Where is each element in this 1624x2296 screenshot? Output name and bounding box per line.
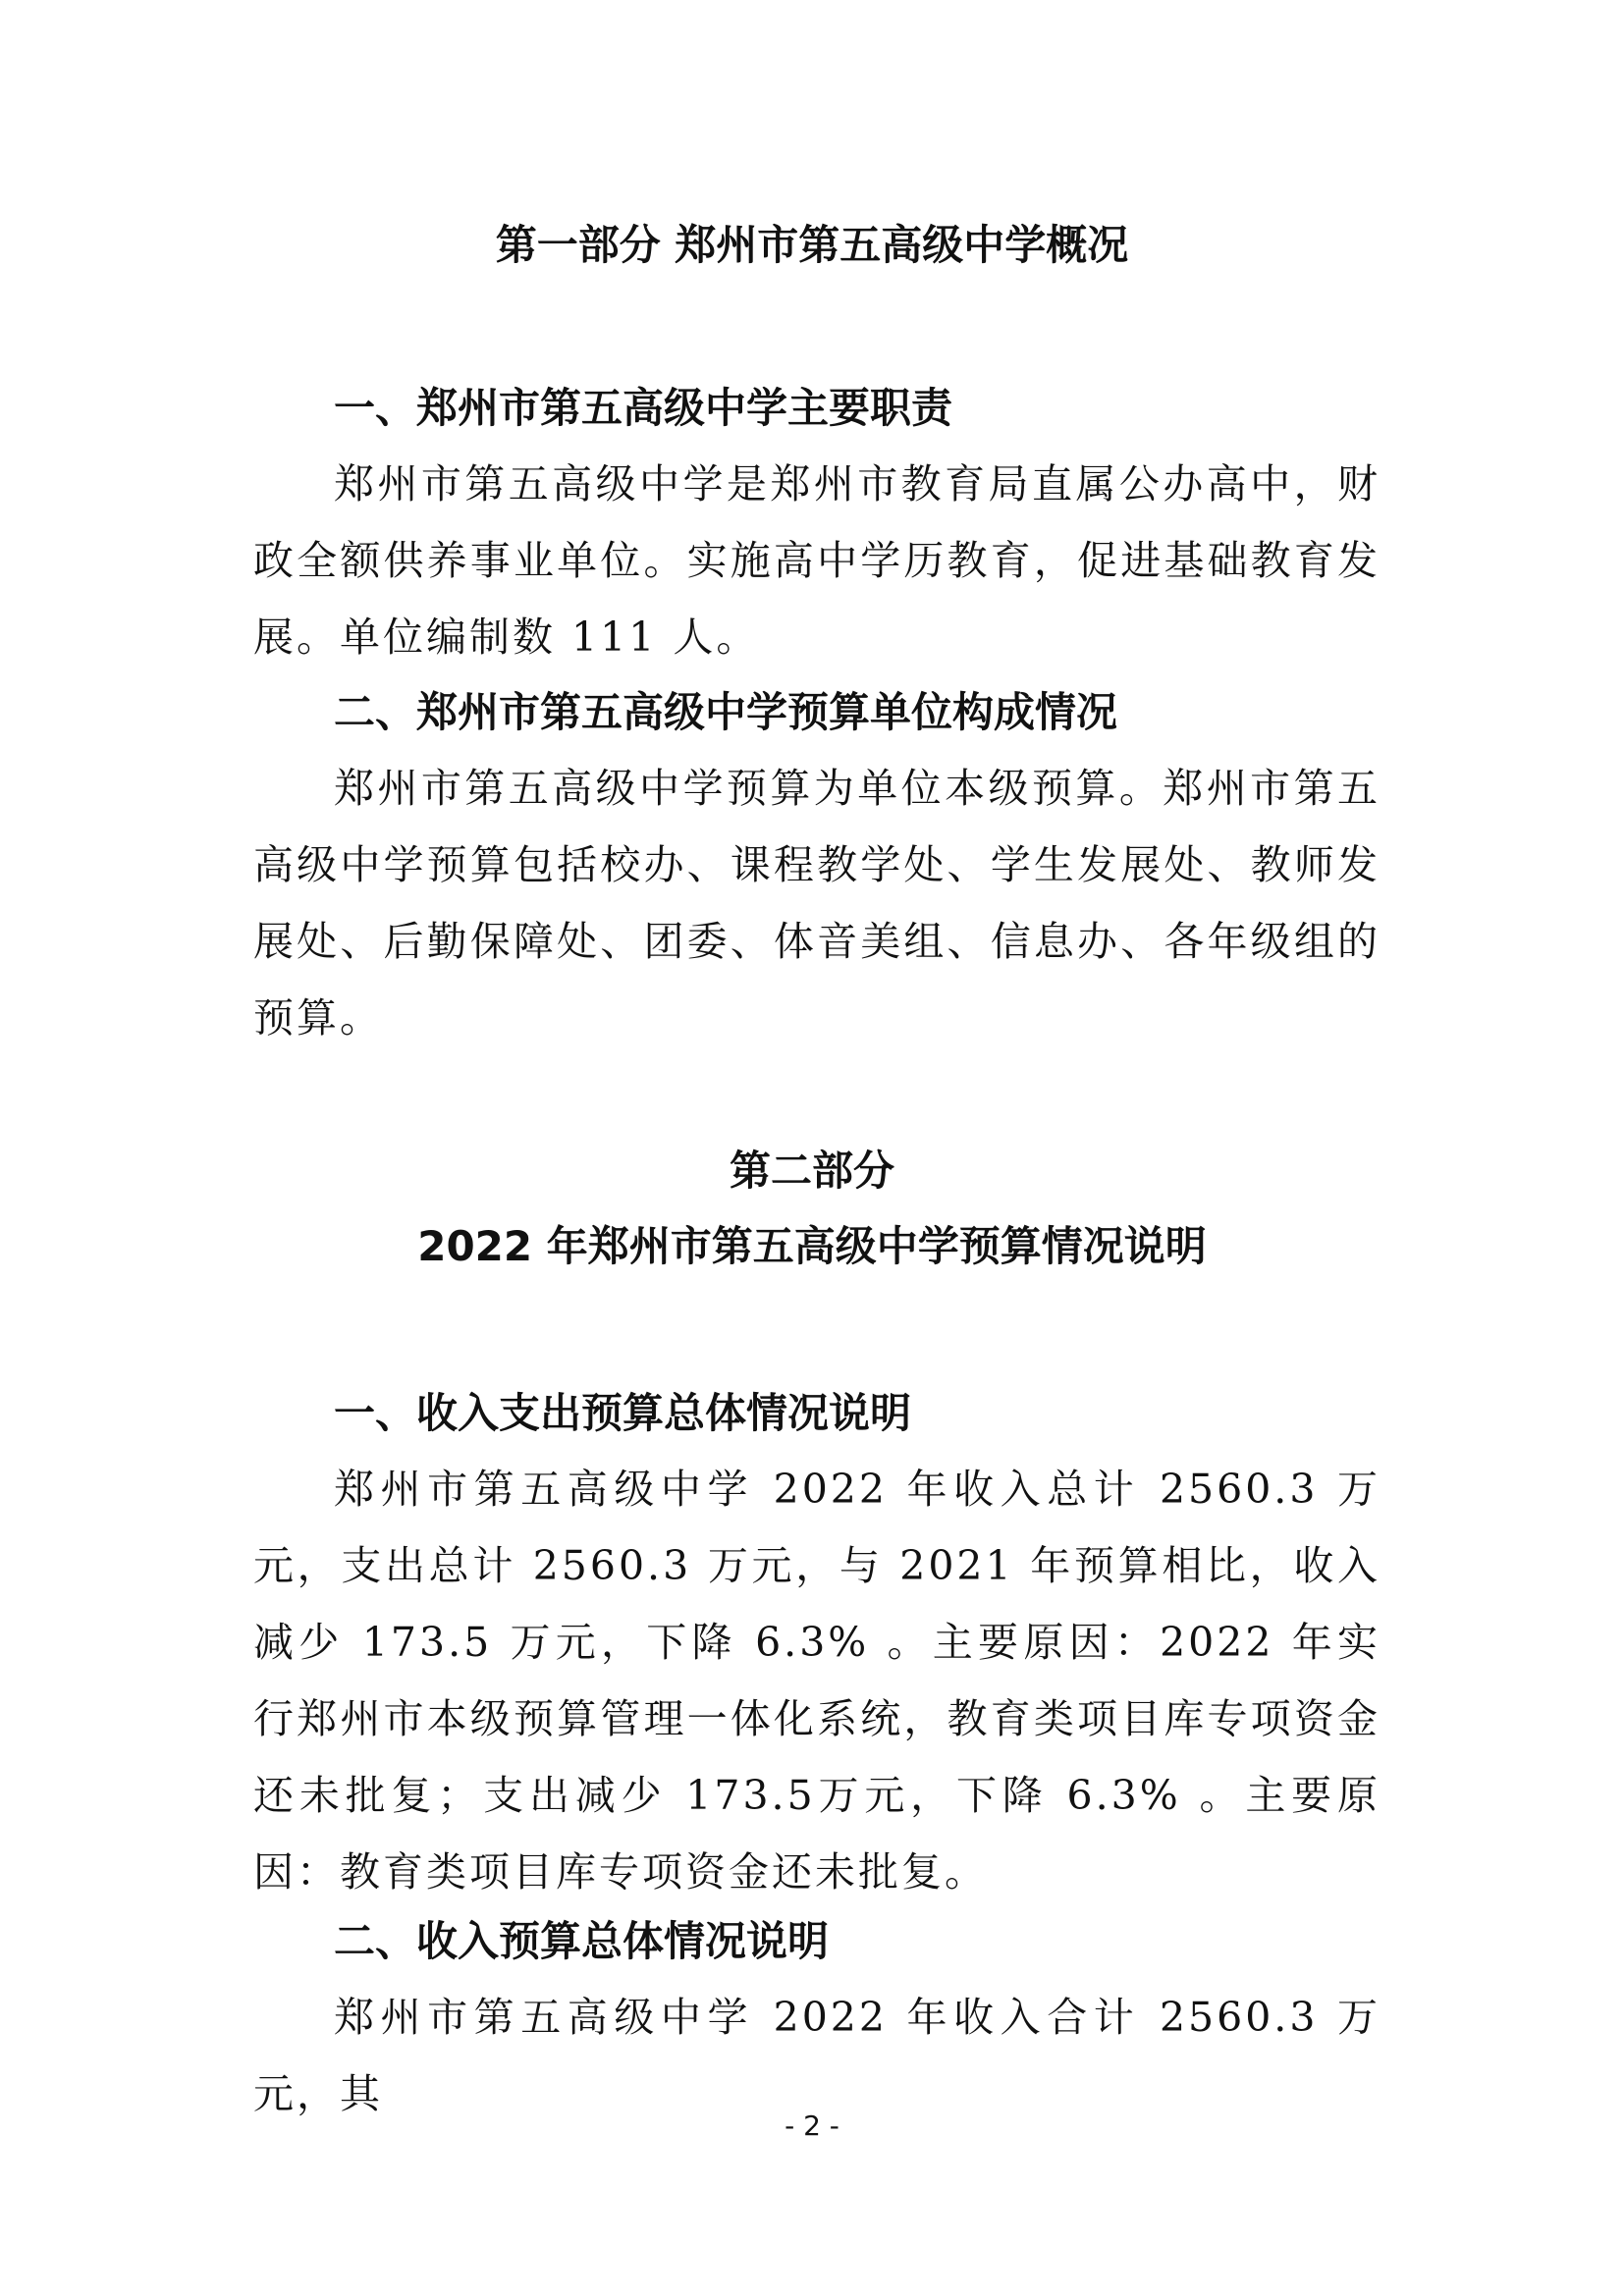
part1-section1-paragraph: 郑州市第五高级中学是郑州市教育局直属公办高中，财政全额供养事业单位。实施高中学历教育，促进基础教育发展。单位编制数 111 人。: [253, 460, 1380, 661]
page-number: - 2 -: [785, 2109, 839, 2142]
part2-section1-heading: 一、收入支出预算总体情况说明: [334, 1389, 912, 1437]
part2-section2-paragraph: 郑州市第五高级中学 2022 年收入合计 2560.3 万元，其: [253, 1994, 1380, 2117]
part1-title: 第一部分 郑州市第五高级中学概况: [495, 221, 1129, 269]
part1-section2-heading: 二、郑州市第五高级中学预算单位构成情况: [334, 688, 1118, 736]
part2-subtitle: 2022 年郑州市第五高级中学预算情况说明: [417, 1222, 1207, 1270]
part1-section2-paragraph: 郑州市第五高级中学预算为单位本级预算。郑州市第五高级中学预算包括校办、课程教学处、学生发展处、教师发展处、后勤保障处、团委、体音美组、信息办、各年级组的预算。: [253, 765, 1380, 1041]
part1-section1-heading: 一、郑州市第五高级中学主要职责: [334, 384, 953, 432]
part2-section1-paragraph: 郑州市第五高级中学 2022 年收入总计 2560.3 万元，支出总计 2560.3 万元，与 2021 年预算相比，收入减少 173.5 万元，下降 6.3% 。主要原因：2022 年实行郑州市本级预算管理一体化系统，教育类项目库专项资金还未批复；支出减少 173.5万元，下降 6.3% 。主要原因：教育类项目库专项资金还未批复。: [253, 1466, 1380, 1896]
part2-title: 第二部分: [729, 1147, 894, 1195]
part2-section2-heading: 二、收入预算总体情况说明: [334, 1917, 830, 1965]
